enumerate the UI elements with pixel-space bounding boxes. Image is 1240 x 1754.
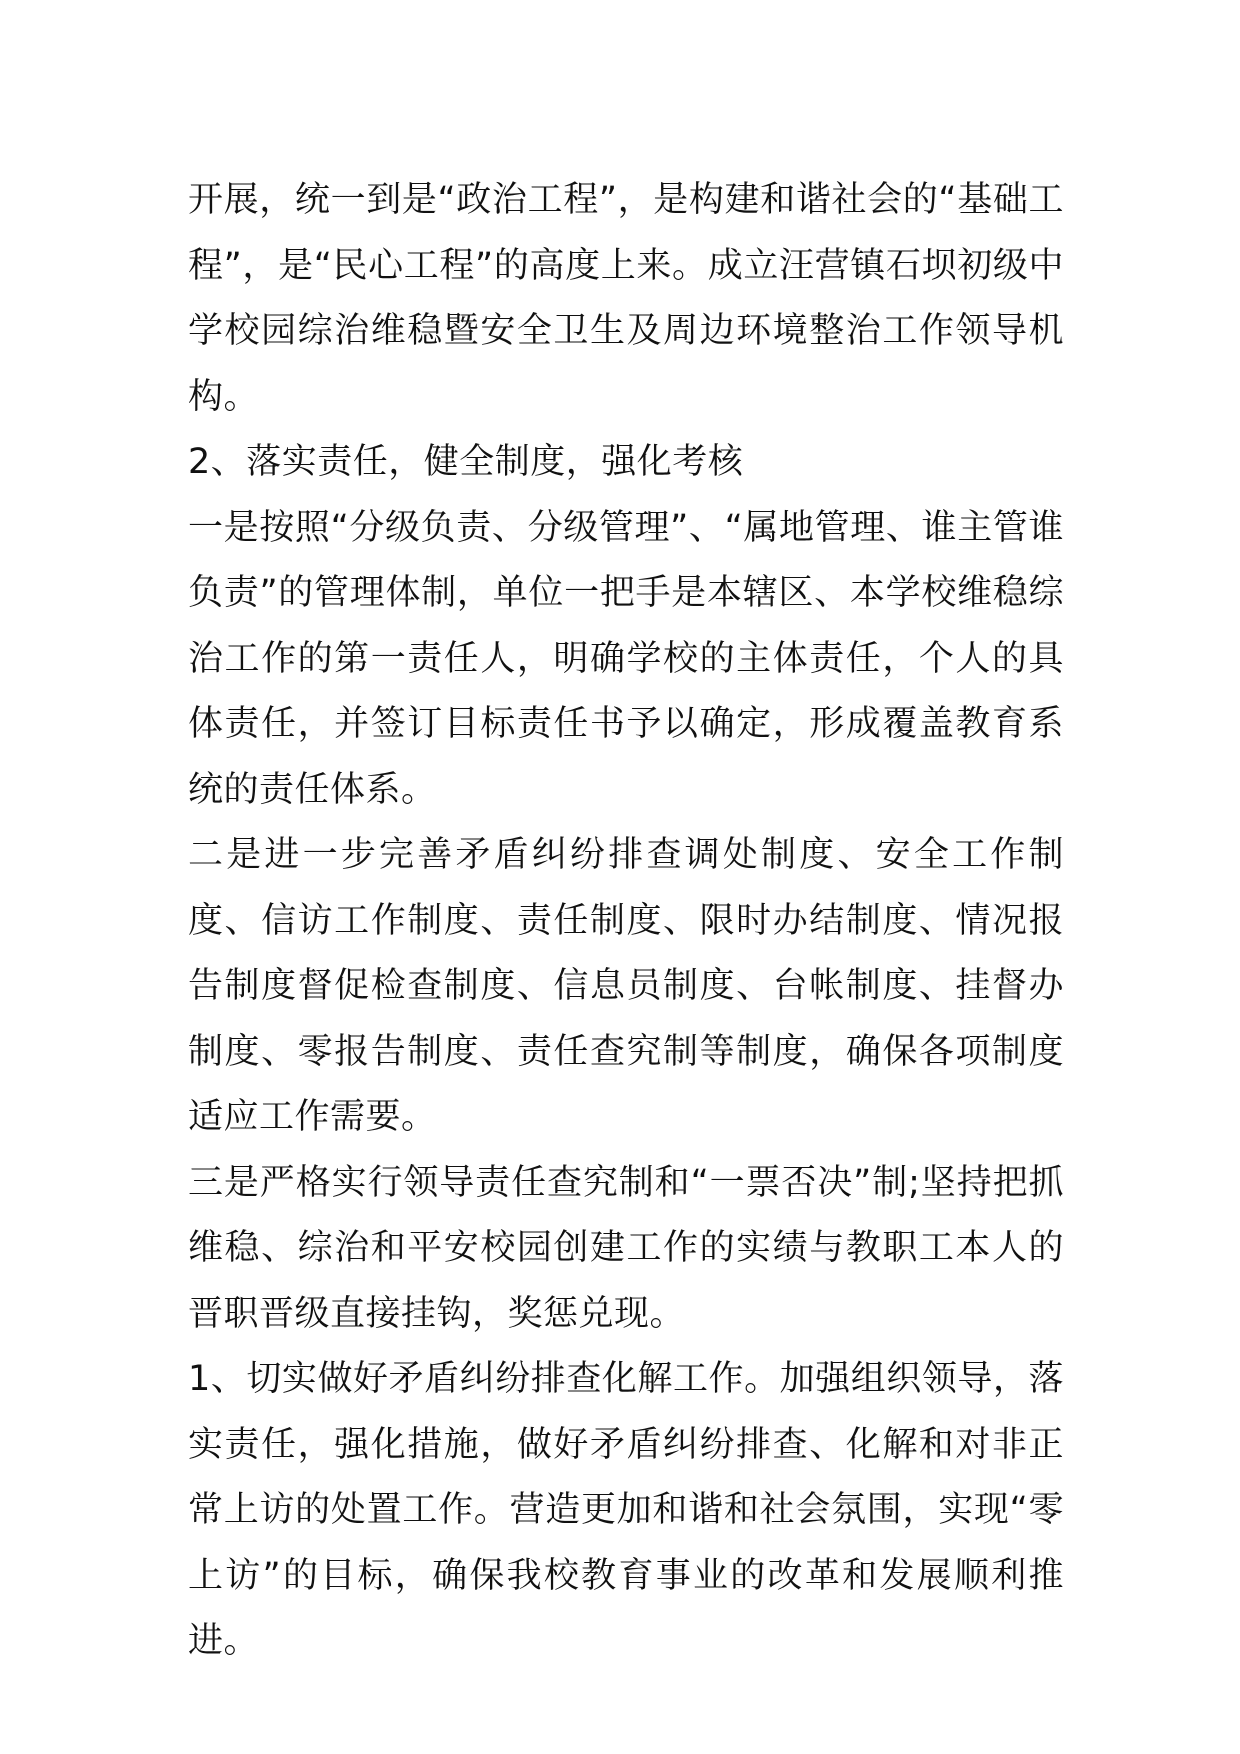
paragraph-leading-institution: 开展，统一到是“政治工程”，是构建和谐社会的“基础工程”，是“民心工程”的高度上来。成立汪营镇石坝初级中学校园综治维稳暨安全卫生及周边环境整治工作领导机构。 <box>188 180 1064 417</box>
paragraph-point-one: 一是按照“分级负责、分级管理”、“属地管理、谁主管谁负责”的管理体制，单位一把手是本辖区、本学校维稳综治工作的第一责任人，明确学校的主体责任，个人的具体责任，并签订目标责任书予以确定，形成覆盖教育系统的责任体系。 <box>188 507 1064 810</box>
paragraph-dispute-resolution: 1、切实做好矛盾纠纷排查化解工作。加强组织领导，落实责任，强化措施，做好矛盾纠纷排查、化解和对非正常上访的处置工作。营造更加和谐和社会氛围，实现“零上访”的目标，确保我校教育事业的改革和发展顺利推进。 <box>188 1359 1064 1661</box>
document-body <box>188 168 1064 1675</box>
paragraph-point-two: 二是进一步完善矛盾纠纷排查调处制度、安全工作制度、信访工作制度、责任制度、限时办结制度、情况报告制度督促检查制度、信息员制度、台帐制度、挂督办制度、零报告制度、责任查究制等制度，确保各项制度适应工作需要。 <box>188 835 1064 1137</box>
heading-implement-responsibility: 2、落实责任，健全制度，强化考核 <box>188 442 744 482</box>
paragraph-point-three: 三是严格实行领导责任查究制和“一票否决”制;坚持把抓维稳、综治和平安校园创建工作的实绩与教职工本人的晋职晋级直接挂钩，奖惩兑现。 <box>188 1162 1064 1334</box>
